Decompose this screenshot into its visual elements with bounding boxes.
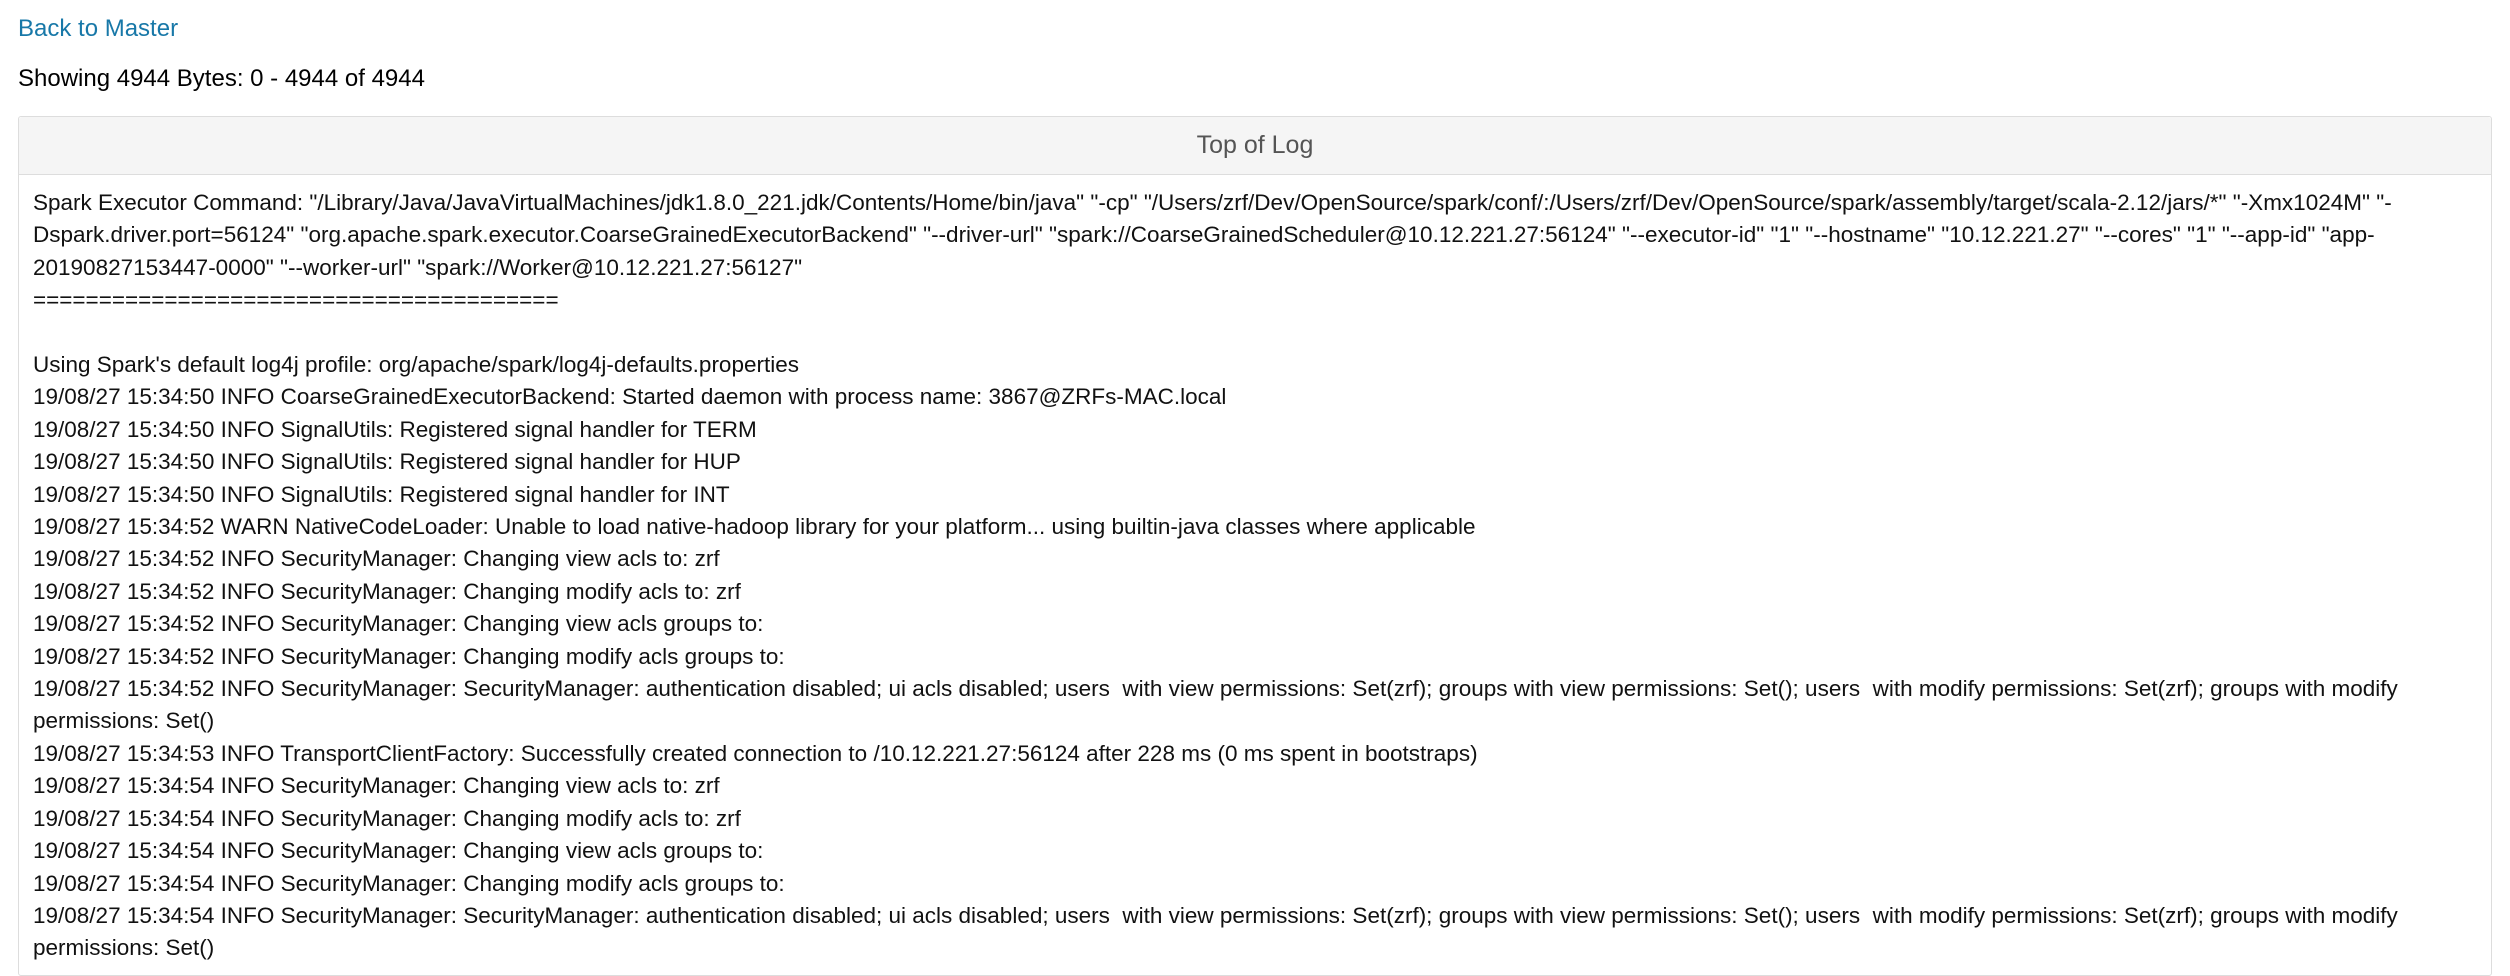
log-line bbox=[33, 317, 2477, 349]
log-line: 19/08/27 15:34:52 INFO SecurityManager: Changing modify acls groups to: bbox=[33, 643, 785, 669]
log-line: Using Spark's default log4j profile: org/apache/spark/log4j-defaults.properties bbox=[33, 352, 799, 378]
log-line: 19/08/27 15:34:52 INFO SecurityManager: Changing modify acls to: zrf bbox=[33, 578, 741, 604]
log-line: 19/08/27 15:34:52 INFO SecurityManager: Changing view acls groups to: bbox=[33, 611, 764, 637]
log-line: 19/08/27 15:34:50 INFO CoarseGrainedExecutorBackend: Started daemon with process name: 3867@ZRFs-MAC.local bbox=[33, 384, 1227, 410]
log-line: 19/08/27 15:34:52 WARN NativeCodeLoader: Unable to load native-hadoop library for your platform... using builtin-java classes where applicable bbox=[33, 514, 1476, 540]
log-line: 19/08/27 15:34:50 INFO SignalUtils: Registered signal handler for TERM bbox=[33, 416, 757, 442]
log-line: 19/08/27 15:34:54 INFO SecurityManager: Changing view acls groups to: bbox=[33, 838, 764, 864]
log-line: 19/08/27 15:34:50 INFO SignalUtils: Registered signal handler for INT bbox=[33, 481, 730, 507]
log-line: 19/08/27 15:34:50 INFO SignalUtils: Registered signal handler for HUP bbox=[33, 449, 741, 475]
log-line: 19/08/27 15:34:52 INFO SecurityManager: SecurityManager: authentication disabled; ui acls disabled; users with view permissions: Set(zrf); groups with view permissions: Set(); users with modify permissions: Set(zrf); groups with modify permissions: Set() bbox=[33, 676, 2405, 734]
showing-bytes-status: Showing 4944 Bytes: 0 - 4944 of 4944 bbox=[18, 65, 425, 92]
log-content[interactable] bbox=[19, 175, 2491, 975]
log-line: 19/08/27 15:34:54 INFO SecurityManager: Changing modify acls to: zrf bbox=[33, 805, 741, 831]
log-line: 19/08/27 15:34:54 INFO SecurityManager: Changing modify acls groups to: bbox=[33, 870, 785, 896]
log-line: 19/08/27 15:34:52 INFO SecurityManager: Changing view acls to: zrf bbox=[33, 546, 720, 572]
log-line: 19/08/27 15:34:53 INFO TransportClientFactory: Successfully created connection to /10.12.221.27:56124 after 228 ms (0 ms spent in bootstraps) bbox=[33, 740, 1478, 766]
log-panel-header: Top of Log bbox=[19, 117, 2491, 175]
log-panel bbox=[18, 116, 2492, 976]
log-line: 19/08/27 15:34:54 INFO SecurityManager: SecurityManager: authentication disabled; ui acls disabled; users with view permissions: Set(zrf); groups with view permissions: Set(); users with modify permissions: Set(zrf); groups with modify permissions: Set() bbox=[33, 902, 2405, 961]
log-line: Spark Executor Command: "/Library/Java/JavaVirtualMachines/jdk1.8.0_221.jdk/Contents/Home/bin/java" "-cp" "/Users/zrf/Dev/OpenSource/spark/conf/:/Users/zrf/Dev/OpenSource/spark/assembly/target/scala-2.12/jars/*" "-Xmx1024M" "-Dspark.driver.port=56124" "org.apache.spark.executor.CoarseGrainedExecutorBackend" "--driver-url" "spark://CoarseGrainedScheduler@10.12.221.27:56124" "--executor-id" "1" "--hostname" "10.12.221.27" "--cores" "1" "--app-id" "app-20190827153447-0000" "--worker-url" "spark://Worker@10.12.221.27:56127" bbox=[33, 190, 2392, 280]
back-to-master-link[interactable]: Back to Master bbox=[18, 15, 179, 42]
log-line: ======================================== bbox=[33, 287, 559, 313]
log-line: 19/08/27 15:34:54 INFO SecurityManager: Changing view acls to: zrf bbox=[33, 773, 720, 799]
